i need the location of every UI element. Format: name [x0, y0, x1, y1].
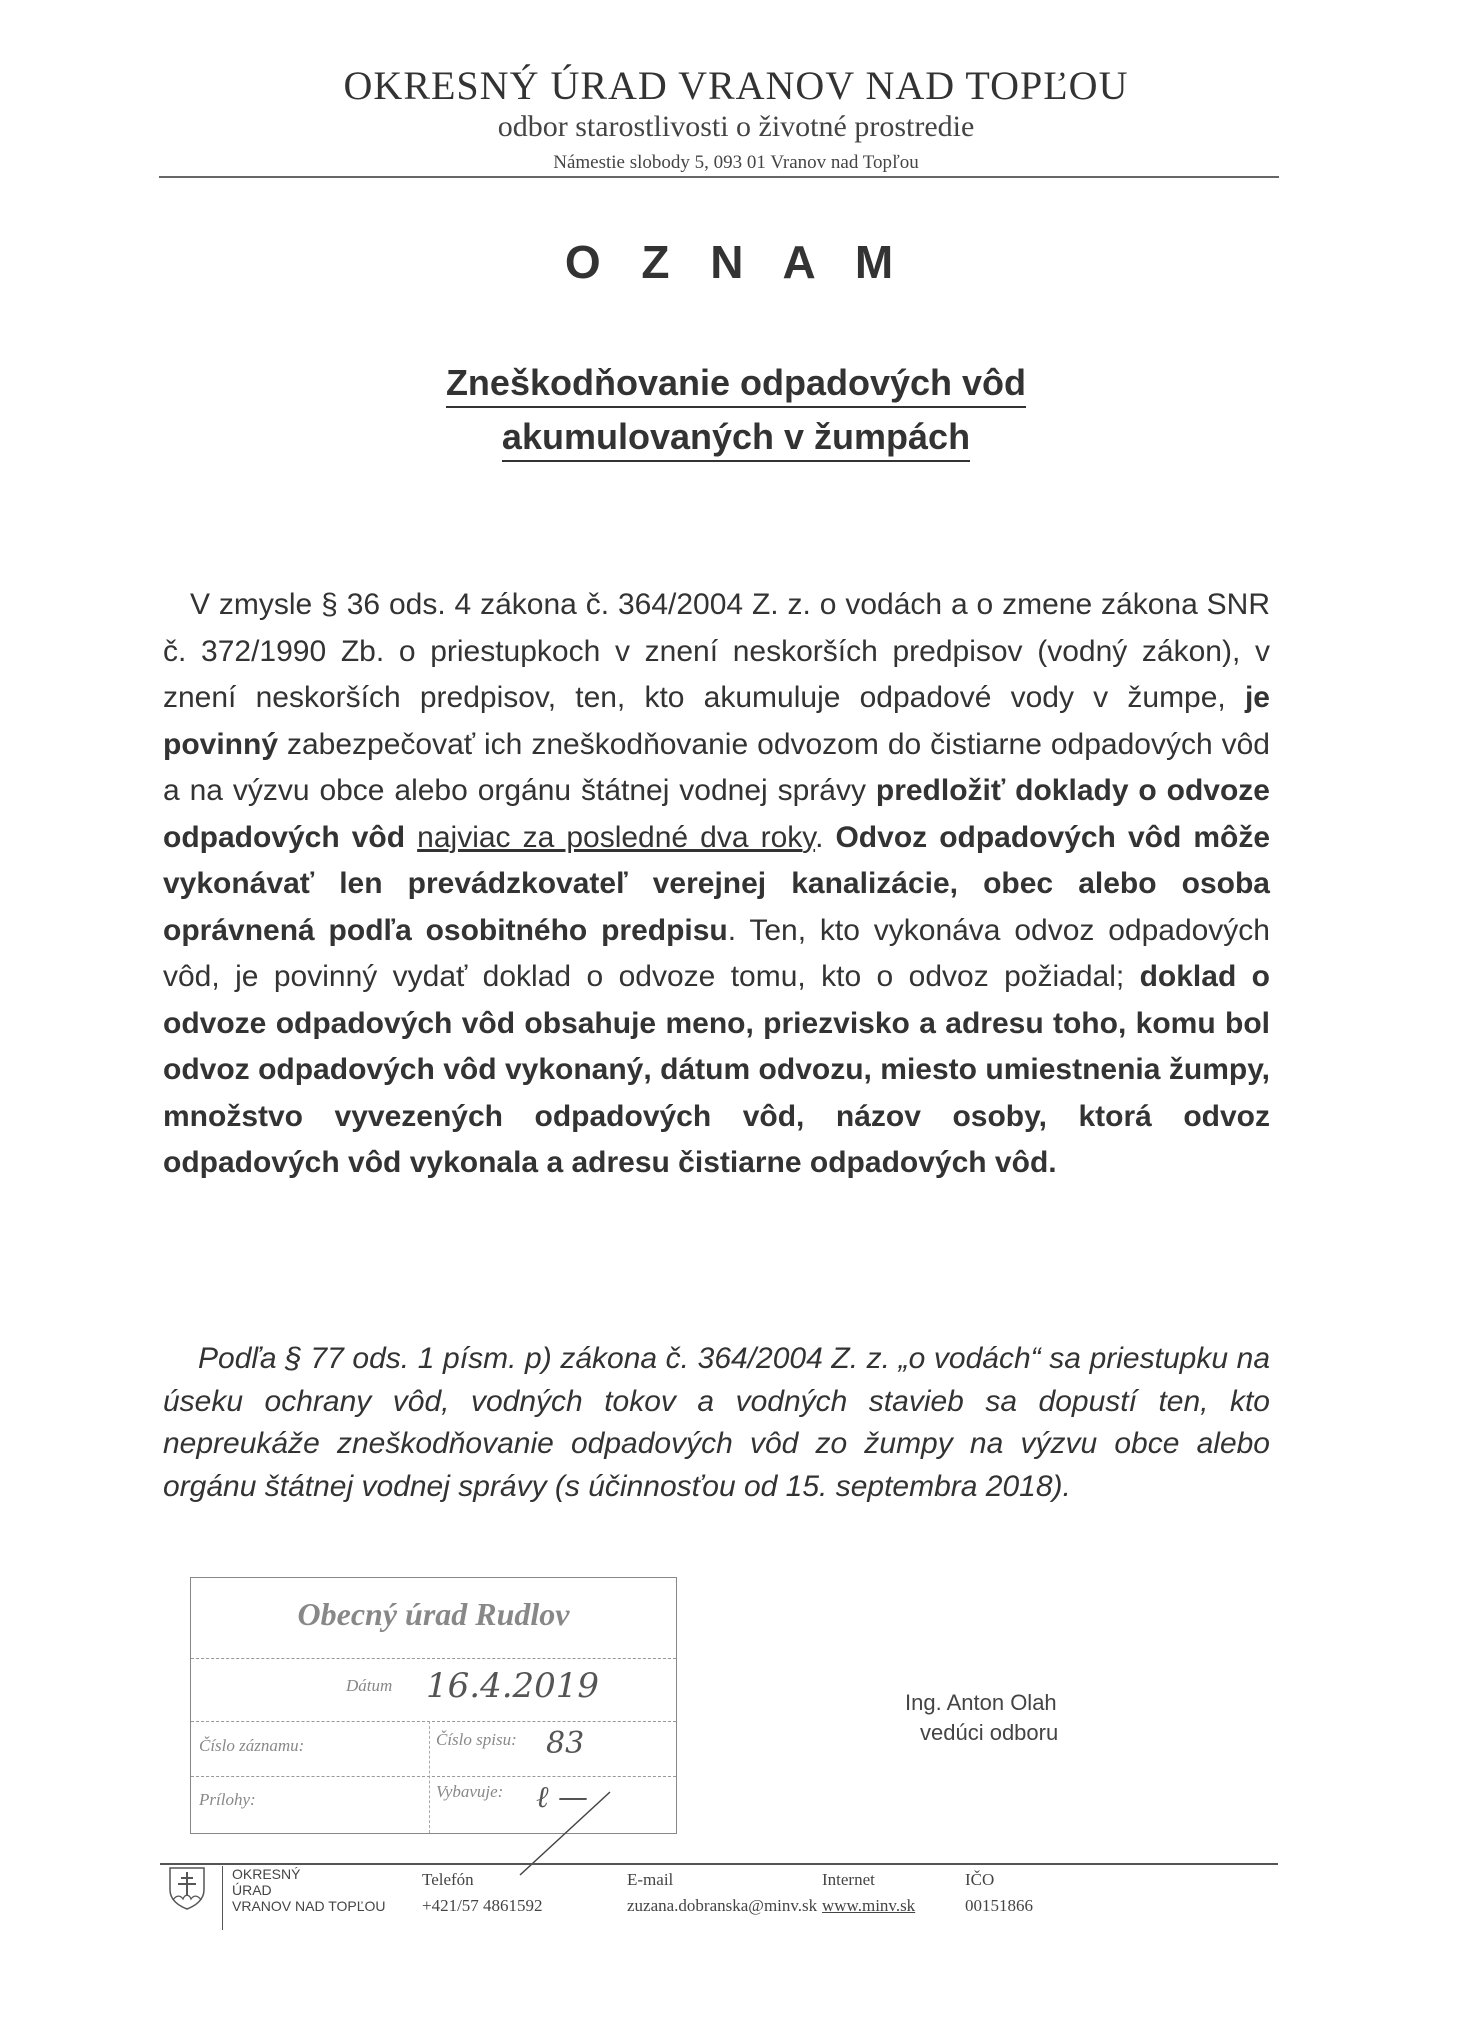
footer-org-line-2: ÚRAD	[232, 1882, 272, 1898]
footer-vertical-divider	[222, 1866, 223, 1930]
coat-of-arms-icon	[167, 1866, 207, 1910]
footer-org-line-3: VRANOV NAD TOPĽOU	[232, 1898, 386, 1914]
stamp-handled-value: ℓ —	[536, 1780, 589, 1815]
footer-internet-link[interactable]: www.minv.sk	[822, 1896, 916, 1915]
legal-paragraph-2: Podľa § 77 ods. 1 písm. p) zákona č. 364/2004 Z. z. „o vodách“ sa priestupku na úseku ochrany vôd, vodných tokov a vodných stavieb sa dopustí ten, kto nepreukáže zneškodňovanie odpadových vôd zo žumpy na výzvu obce alebo orgánu štátnej vodnej správy (s účinnosťou od 15. septembra 2018).	[163, 1342, 1270, 1503]
p1-text-1: V zmysle § 36 ods. 4 zákona č. 364/2004 Z. z. o vodách a o zmene zákona SNR č. 372/1990 Zb. o priestupkoch v znení neskorších predpisov (vodný zákon), v znení neskorších predpisov, ten, kto akumuluje odpadové vody v žumpe,	[163, 588, 1270, 714]
p1-text-2: zabezpečovať ich zneškodňovanie odvozom do čistiarne odpadových vôd a na výzvu obce alebo orgánu štátnej vodnej správy	[163, 727, 1270, 807]
p1-text-5: . Ten, kto vykonáva odvoz odpadových vôd, je povinný vydať doklad o odvoze tomu, kto o odvoz požiadal;	[163, 913, 1270, 993]
footer-divider	[160, 1863, 1278, 1865]
footer-email-value[interactable]: zuzana.dobranska@minv.sk	[627, 1896, 818, 1915]
stamp-file-label: Číslo spisu:	[436, 1730, 517, 1749]
p1-text-3	[405, 821, 417, 854]
signatory-role: vedúci odboru	[920, 1720, 1059, 1745]
p1-bold-1: je povinný	[163, 681, 1270, 761]
subtitle-line-2-text: akumulovaných v žumpách	[502, 416, 970, 462]
footer-org-line-1: OKRESNÝ	[232, 1866, 301, 1882]
p1-bold-4: doklad o odvoze odpadových vôd obsahuje meno, priezvisko a adresu toho, komu bol odvoz odpadových vôd vykonaný, dátum odvozu, miesto umiestnenia žumpy, množstvo vyvezených odpadových vôd, názov osoby, ktorá odvoz odpadových vôd vykonala a adresu čistiarne odpadových vôd.	[163, 960, 1270, 1179]
stamp-handled-label: Vybavuje:	[436, 1782, 504, 1801]
p1-bold-3: Odvoz odpadových vôd môže vykonávať len prevádzkovateľ verejnej kanalizácie, obec alebo osoba oprávnená podľa osobitného predpisu	[163, 820, 1271, 947]
stamp-column-divider	[429, 1721, 430, 1833]
p1-text-4: .	[815, 820, 836, 854]
p1-underlined: najviac za posledné dva roky	[417, 820, 816, 854]
footer-phone-value: +421/57 4861592	[422, 1896, 543, 1915]
subtitle-line-1-text: Zneškodňovanie odpadových vôd	[446, 362, 1026, 408]
stamp-record-label: Číslo záznamu:	[199, 1736, 305, 1755]
header-divider	[159, 176, 1279, 178]
department-name: odbor starostlivosti o životné prostredie	[497, 110, 975, 143]
p1-bold-2: predložiť doklady o odvoze odpadových vôd	[163, 774, 1270, 854]
office-address: Námestie slobody 5, 093 01 Vranov nad Topľou	[553, 152, 919, 173]
stamp-date-value: 16.4.2019	[426, 1666, 600, 1706]
stamp-date-label: Dátum	[346, 1676, 393, 1695]
stamp-attachments-label: Prílohy:	[199, 1790, 256, 1809]
footer-phone-label: Telefón	[422, 1870, 474, 1889]
signatory-name: Ing. Anton Olah	[905, 1690, 1057, 1715]
stamp-office-name: Obecný úrad Rudlov	[297, 1596, 570, 1632]
stamp-file-value: 83	[546, 1726, 585, 1761]
footer-ico-value: 00151866	[965, 1896, 1033, 1915]
notice-title: O Z N A M	[564, 236, 908, 288]
signature-stroke-icon	[500, 1790, 620, 1880]
office-title: OKRESNÝ ÚRAD VRANOV NAD TOPĽOU	[343, 63, 1129, 108]
legal-paragraph-1	[163, 582, 1270, 1187]
footer-ico-label: IČO	[965, 1870, 995, 1889]
footer-email-label: E-mail	[627, 1870, 674, 1889]
subtitle-line-2	[0, 416, 1472, 458]
footer-internet-label: Internet	[822, 1870, 875, 1889]
subtitle-line-1	[0, 362, 1472, 404]
